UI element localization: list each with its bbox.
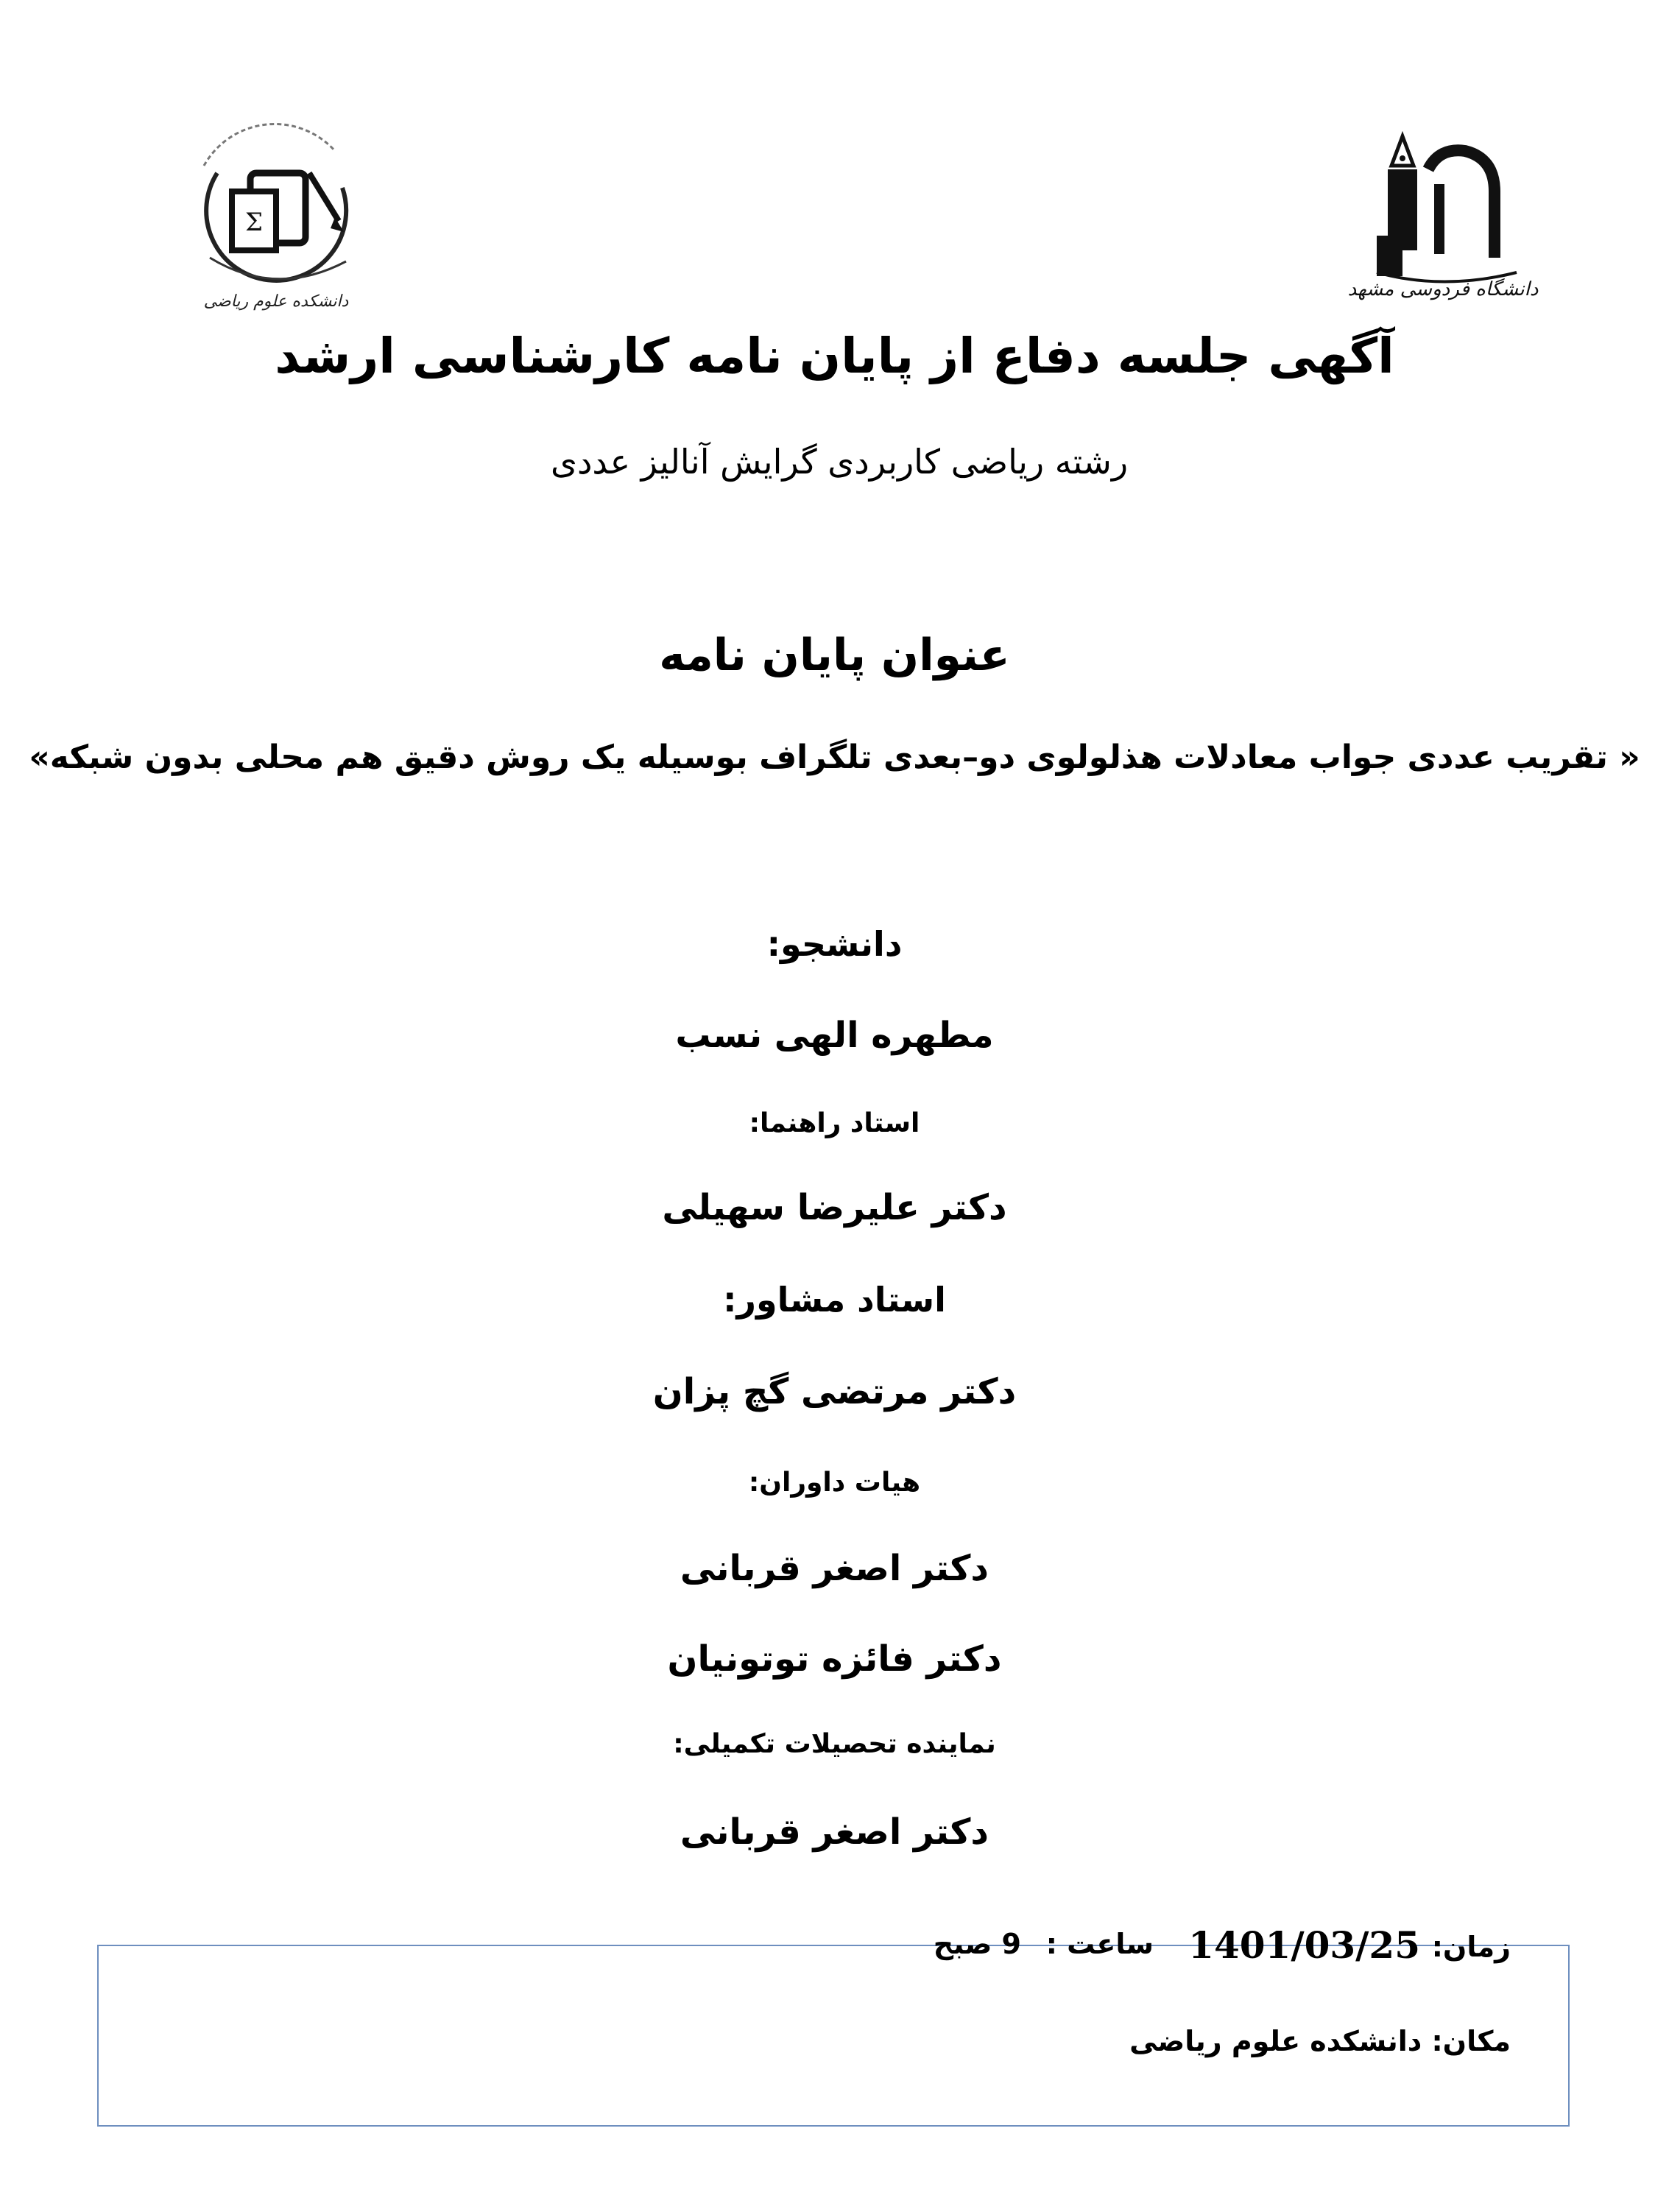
advisor-label: استاد مشاور: <box>723 1280 946 1320</box>
jury-member: دکتر اصغر قربانی <box>680 1548 989 1589</box>
hour-label: ساعت : <box>1045 1928 1154 1960</box>
thesis-heading: عنوان پایان نامه <box>659 630 1010 681</box>
supervisor-label: استاد راهنما: <box>749 1108 920 1138</box>
ferdowsi-university-pen-icon <box>1347 125 1539 295</box>
supervisor-name: دکتر علیرضا سهیلی <box>662 1187 1007 1228</box>
faculty-logo <box>188 121 364 328</box>
defense-hour: 9 صبح <box>933 1928 1021 1960</box>
defense-date: 1401/03/25 <box>1188 1923 1420 1967</box>
defense-place: مکان: دانشکده علوم ریاضی <box>1129 2025 1511 2057</box>
student-name: مطهره الهی نسب <box>675 1015 994 1056</box>
jury-member: دکتر فائزه توتونیان <box>667 1638 1002 1680</box>
grad-rep-label: نماینده تحصیلات تکمیلی: <box>673 1729 996 1759</box>
announcement-title: آگهی جلسه دفاع از پایان نامه کارشناسی ارشد <box>275 328 1394 384</box>
advisor-name: دکتر مرتضی گچ پزان <box>652 1371 1017 1412</box>
thesis-title: « تقریب عددی جواب معادلات هذلولوی دو–بعدی تلگراف بوسیله یک روش دقیق هم محلی بدون شبکه» <box>29 739 1640 776</box>
university-logo <box>1347 125 1539 317</box>
jury-label: هیات داوران: <box>748 1468 921 1498</box>
field-of-study: رشته ریاضی کاربردی گرایش آنالیز عددی <box>550 442 1129 482</box>
grad-rep-name: دکتر اصغر قربانی <box>680 1811 989 1853</box>
university-logo-caption: دانشگاه فردوسی مشهد <box>1347 278 1539 300</box>
time-label: زمان: <box>1431 1931 1511 1963</box>
student-label: دانشجو: <box>766 924 903 964</box>
faculty-logo-caption: دانشکده علوم ریاضی <box>203 292 349 311</box>
svg-text:Σ: Σ <box>244 208 264 237</box>
